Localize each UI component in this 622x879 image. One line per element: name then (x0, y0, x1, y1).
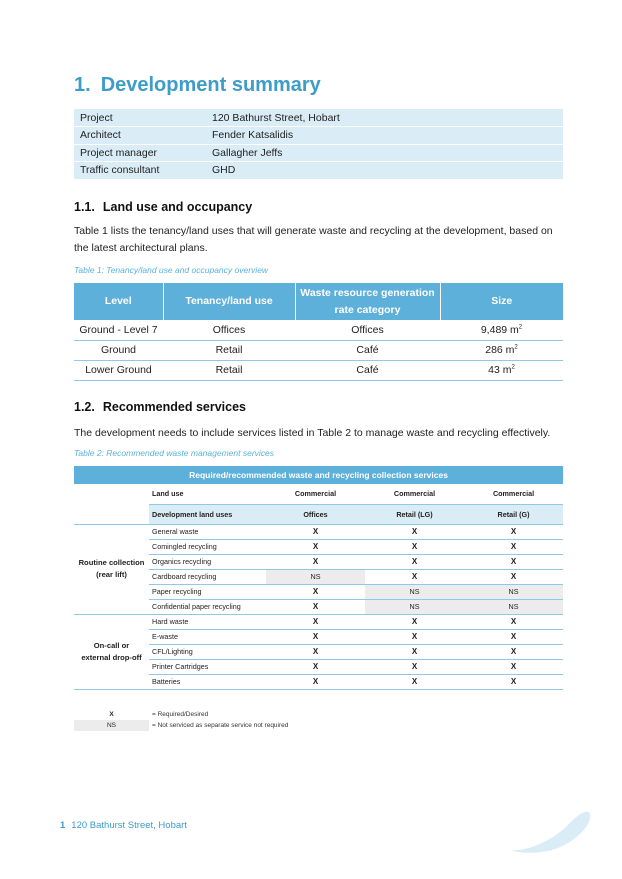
service-value: X (464, 659, 563, 674)
service-name: Comingled recycling (149, 539, 266, 554)
paragraph-line: Table 1 lists the tenancy/land uses that will generate waste and recycling at the development, based on (74, 225, 553, 237)
column-header: Offices (266, 504, 365, 524)
service-name: Batteries (149, 674, 266, 689)
service-value: NS (365, 584, 464, 599)
service-name: E-waste (149, 629, 266, 644)
column-header: Tenancy/land use (163, 283, 295, 320)
value-cell: 120 Bathurst Street, Hobart (206, 109, 563, 127)
service-value: X (464, 674, 563, 689)
table-row (74, 109, 563, 127)
size-cell (440, 340, 563, 360)
services-table-body (74, 524, 563, 689)
table-cell: Offices (295, 320, 440, 340)
column-header: Size (440, 283, 563, 320)
table-cell: Café (295, 340, 440, 360)
service-value: X (266, 674, 365, 689)
heading-title: Development summary (100, 74, 321, 96)
service-value: X (464, 539, 563, 554)
service-name: Printer Cartridges (149, 659, 266, 674)
unit-superscript: 2 (514, 344, 518, 351)
table-cell: Offices (163, 320, 295, 340)
table-row (74, 162, 563, 180)
section-title: Land use and occupancy (102, 200, 253, 214)
service-value: X (365, 674, 464, 689)
table-row (74, 524, 563, 539)
group-label-line: external drop-off (81, 652, 142, 662)
swoosh-logo-icon (500, 800, 595, 860)
service-value: X (464, 644, 563, 659)
table-title-row (74, 466, 563, 484)
section-heading-land-use (74, 200, 252, 214)
table-cell: Café (295, 360, 440, 380)
service-value: X (266, 554, 365, 569)
service-value: NS (266, 569, 365, 584)
section-paragraph: The development needs to include services listed in Table 2 to manage waste and recycling effectively. (74, 427, 551, 439)
table-cell: Ground - Level 7 (74, 320, 163, 340)
footer-text: 120 Bathurst Street, Hobart (71, 820, 187, 831)
row-label: Land use (149, 484, 266, 504)
label-cell: Project manager (74, 144, 206, 162)
service-value: X (266, 629, 365, 644)
column-header: Level (74, 283, 163, 320)
waste-services-table (74, 466, 563, 690)
service-name: General waste (149, 524, 266, 539)
service-value: NS (464, 584, 563, 599)
legend-item (74, 709, 288, 720)
size-value: 43 m (488, 364, 512, 376)
empty-cell (74, 504, 149, 524)
size-cell (440, 360, 563, 380)
legend-description: = Not serviced as separate service not required (152, 722, 289, 729)
service-value: X (464, 614, 563, 629)
table-row (74, 614, 563, 629)
table-cell: Lower Ground (74, 360, 163, 380)
service-value: X (365, 659, 464, 674)
table-header-row (74, 283, 563, 320)
page-title (74, 74, 321, 97)
service-value: X (365, 569, 464, 584)
header-line: Waste resource generation (300, 286, 435, 299)
label-cell: Architect (74, 127, 206, 145)
group-label-line: Routine collection (78, 558, 145, 567)
size-value: 286 m (485, 344, 515, 356)
group-label-line: (rear lift) (96, 570, 127, 579)
table-row (74, 127, 563, 145)
service-value: X (365, 644, 464, 659)
service-value: NS (365, 599, 464, 614)
section-number: 1.2. (74, 400, 95, 414)
table-caption: Table 1: Tenancy/land use and occupancy overview (74, 265, 269, 275)
service-value: X (365, 554, 464, 569)
table-title: Required/recommended waste and recycling collection services (74, 466, 563, 484)
service-value: X (464, 569, 563, 584)
page-number: 1 (60, 820, 66, 831)
service-name: Hard waste (149, 614, 266, 629)
section-paragraph (74, 223, 564, 257)
table-row (74, 340, 563, 360)
table-row (74, 144, 563, 162)
column-header: Commercial (464, 484, 563, 504)
table-caption: Table 2: Recommended waste management services (74, 448, 275, 458)
value-cell: Fender Katsalidis (206, 127, 563, 145)
service-value: X (365, 524, 464, 539)
table-cell: Retail (163, 360, 295, 380)
column-header: Retail (LG) (365, 504, 464, 524)
column-header: Commercial (266, 484, 365, 504)
service-value: X (266, 644, 365, 659)
column-header: Commercial (365, 484, 464, 504)
service-value: X (365, 539, 464, 554)
value-cell: Gallagher Jeffs (206, 144, 563, 162)
service-name: Paper recycling (149, 584, 266, 599)
group-label-line: On-call or (93, 640, 130, 650)
service-name: Organics recycling (149, 554, 266, 569)
service-value: X (266, 524, 365, 539)
paragraph-line: the latest architectural plans. (74, 242, 208, 254)
service-value: X (266, 599, 365, 614)
empty-cell (74, 484, 149, 504)
table-cell: Retail (163, 340, 295, 360)
legend (74, 709, 288, 731)
service-value: X (365, 629, 464, 644)
label-cell: Project (74, 109, 206, 127)
value-cell: GHD (206, 162, 563, 180)
table-row (74, 360, 563, 380)
service-name: Cardboard recycling (149, 569, 266, 584)
service-value: X (266, 584, 365, 599)
section-heading-services (74, 400, 246, 414)
column-header (295, 283, 440, 320)
legend-symbol: X (109, 711, 114, 718)
service-value: X (266, 539, 365, 554)
table-row (74, 320, 563, 340)
size-value: 9,489 m (480, 323, 519, 336)
section-number: 1.1. (74, 200, 95, 214)
service-value: X (464, 554, 563, 569)
section-title: Recommended services (102, 400, 246, 414)
legend-item (74, 720, 288, 731)
label-cell: Traffic consultant (74, 162, 206, 180)
unit-superscript: 2 (511, 364, 515, 371)
column-header: Retail (G) (464, 504, 563, 524)
header-line: rate category (334, 303, 401, 316)
land-use-header-row (74, 484, 563, 504)
service-value: X (464, 629, 563, 644)
land-use-table (74, 283, 563, 381)
service-value: X (464, 524, 563, 539)
service-value: X (365, 614, 464, 629)
table-cell: Ground (74, 340, 163, 360)
service-group-label (74, 524, 149, 614)
service-name: Confidential paper recycling (149, 599, 266, 614)
service-value: X (266, 659, 365, 674)
project-info-table (74, 109, 563, 180)
service-name: CFL/Lighting (149, 644, 266, 659)
size-cell (440, 320, 563, 340)
service-group-label (74, 614, 149, 689)
heading-number: 1. (74, 74, 91, 96)
legend-description: = Required/Desired (152, 711, 209, 718)
service-value: NS (464, 599, 563, 614)
unit-superscript: 2 (518, 324, 523, 331)
row-label: Development land uses (149, 504, 266, 524)
page-footer (60, 820, 187, 831)
dev-land-use-header-row (74, 504, 563, 524)
service-value: X (266, 614, 365, 629)
legend-symbol: NS (74, 720, 149, 731)
